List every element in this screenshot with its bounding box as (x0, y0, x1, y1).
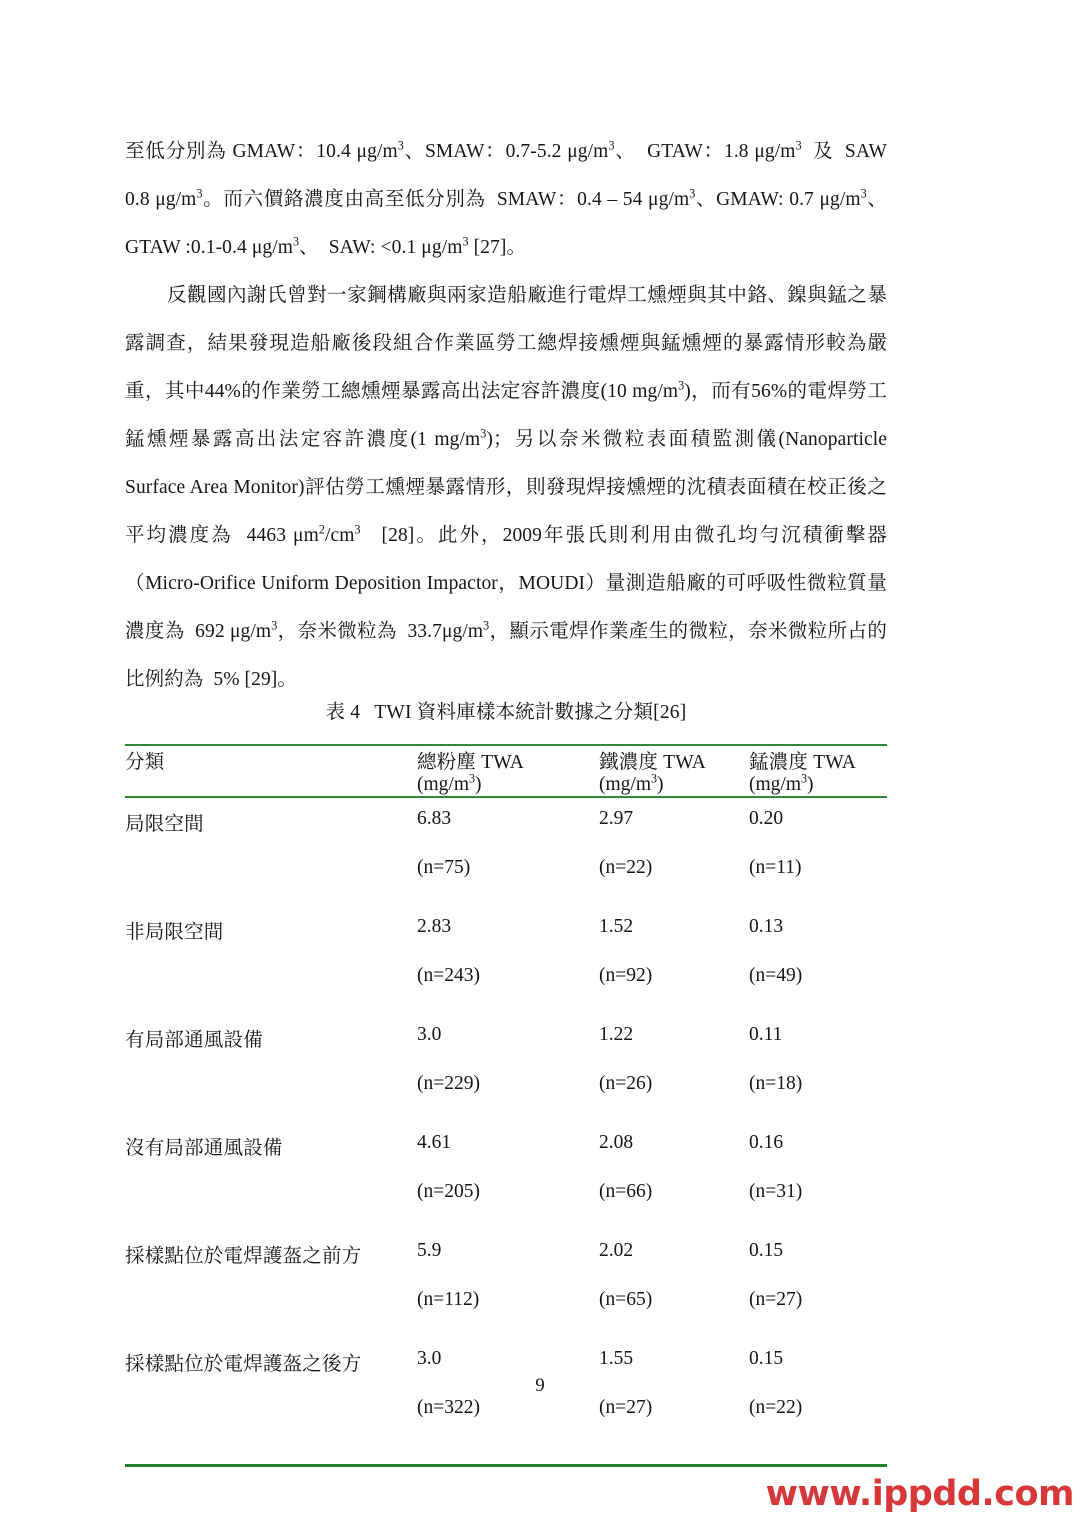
rule-cell (417, 1466, 599, 1468)
superscript-3: 3 (397, 138, 404, 153)
row-label: 局限空間 (125, 814, 204, 835)
cell-iron: 1.55 (599, 1348, 634, 1369)
table-row (125, 1014, 887, 1073)
table-row-n (125, 1397, 887, 1446)
superscript-3: 3 (293, 234, 300, 249)
superscript-3: 3 (608, 138, 615, 153)
para-run: 及 SAW 0.8 μg/m (125, 141, 888, 210)
cell-total-dust-n: (n=229) (417, 1073, 480, 1094)
table-row-n (125, 1289, 887, 1338)
superscript-3: 3 (354, 522, 361, 537)
row-label-blank (125, 1073, 417, 1122)
para-run: [28]。此外，2009年張氏則利用由微孔均勻沉積衝擊器（Micro-Orifice Uniform Deposition Impactor，MOUDI）量測造船廠的可呼吸性微粒質量濃度為 692 μg/m (125, 525, 887, 642)
row-label-blank (125, 1397, 417, 1446)
superscript-3: 3 (689, 186, 696, 201)
cell-manganese: 0.15 (749, 1348, 784, 1369)
cell-total-dust: 4.61 (417, 1132, 452, 1153)
para-run: 、GMAW: 0.7 μg/m (695, 189, 861, 210)
cell-manganese-n: (n=31) (749, 1181, 803, 1202)
cell-manganese-n: (n=27) (749, 1289, 803, 1310)
para-run: )；另以奈米微粒表面積監測儀(Nanoparticle Surface Area Monitor)評估勞工燻煙暴露情形，則發現焊接燻煙的沈積表面積在校正後之平均濃度為 4463 μm (125, 429, 888, 546)
cell-manganese: 0.13 (749, 916, 784, 937)
cell-iron-n: (n=92) (599, 965, 653, 986)
unit-text: (mg/m (749, 774, 801, 795)
row-label: 非局限空間 (125, 922, 224, 943)
para-run: ，奈米微粒為 33.7μg/m (277, 621, 484, 642)
para-run: 。而六價鉻濃度由高至低分別為 SMAW：0.4 – 54 μg/m (202, 189, 690, 210)
cell-total-dust: 5.9 (417, 1240, 442, 1261)
spacer-cell (125, 1446, 417, 1466)
cell-iron-n: (n=27) (599, 1397, 653, 1418)
header-manganese-unit (749, 771, 887, 797)
rule-cell (599, 1466, 749, 1468)
cell-total-dust-n: (n=75) (417, 857, 471, 878)
table-row (125, 1230, 887, 1289)
superscript-3: 3 (196, 186, 203, 201)
table-row (125, 1122, 887, 1181)
para-run: 、SMAW：0.7-5.2 μg/m (403, 141, 609, 162)
cell-manganese: 0.11 (749, 1024, 783, 1045)
unit-close: ) (807, 774, 814, 795)
superscript-3: 3 (678, 378, 685, 393)
table-caption-prefix: 表 4 (325, 702, 361, 723)
cell-iron-n: (n=22) (599, 857, 653, 878)
cell-total-dust-n: (n=205) (417, 1181, 480, 1202)
para-run: [27]。 (468, 237, 527, 258)
header-iron: 鐵濃度 TWA (599, 752, 707, 773)
table-row-n (125, 965, 887, 1014)
paragraph-concentrations (125, 128, 887, 272)
superscript-3: 3 (271, 618, 278, 633)
table-bottom-spacer (125, 1446, 887, 1466)
cell-manganese-n: (n=49) (749, 965, 803, 986)
cell-total-dust: 6.83 (417, 808, 452, 829)
para-run: 至低分別為 GMAW：10.4 μg/m (125, 141, 398, 162)
page-number: 9 (535, 1375, 545, 1396)
unit-close: ) (475, 774, 482, 795)
rule-cell (749, 1466, 887, 1468)
header-category-unit (125, 774, 417, 797)
unit-text: (mg/m (417, 774, 469, 795)
table-caption-text: TWI 資料庫樣本統計數據之分類[26] (374, 702, 687, 723)
para-run: 、 SAW: <0.1 μg/m (299, 237, 463, 258)
superscript-2: 2 (318, 522, 325, 537)
cell-iron: 1.22 (599, 1024, 634, 1045)
paragraph-domestic-study (125, 272, 887, 704)
cell-iron-n: (n=26) (599, 1073, 653, 1094)
cell-total-dust: 3.0 (417, 1348, 442, 1369)
table-row-n (125, 1073, 887, 1122)
header-iron-unit (599, 771, 749, 797)
spacer-cell (749, 1446, 887, 1466)
spacer-cell (417, 1446, 599, 1466)
table-header-row-2 (125, 774, 887, 797)
cell-iron-n: (n=66) (599, 1181, 653, 1202)
row-label-blank (125, 857, 417, 906)
cell-iron: 2.02 (599, 1240, 634, 1261)
para-run: )，而有56%的電焊勞工錳燻煙暴露高出法定容許濃度(1 mg/m (125, 381, 888, 450)
superscript-3: 3 (801, 771, 808, 786)
cell-total-dust-n: (n=112) (417, 1289, 480, 1310)
row-label-blank (125, 1181, 417, 1230)
body-text-region (125, 128, 887, 704)
row-label: 沒有局部通風設備 (125, 1138, 283, 1159)
para-run: 、GTAW :0.1-0.4 μg/m (125, 189, 887, 258)
table-caption (125, 698, 887, 728)
superscript-3: 3 (795, 138, 802, 153)
cell-total-dust: 2.83 (417, 916, 452, 937)
row-label-blank (125, 1289, 417, 1338)
cell-total-dust-n: (n=322) (417, 1397, 480, 1418)
superscript-3: 3 (860, 186, 867, 201)
row-label: 採樣點位於電焊護盔之後方 (125, 1354, 362, 1375)
cell-iron: 1.52 (599, 916, 634, 937)
row-label: 有局部通風設備 (125, 1030, 263, 1051)
cell-manganese: 0.15 (749, 1240, 784, 1261)
cell-total-dust: 3.0 (417, 1024, 442, 1045)
para-run: 、 GTAW：1.8 μg/m (614, 141, 796, 162)
table-rule-bottom (125, 1466, 887, 1468)
superscript-3: 3 (480, 426, 487, 441)
header-manganese: 錳濃度 TWA (749, 752, 857, 773)
cell-manganese-n: (n=18) (749, 1073, 803, 1094)
cell-total-dust-n: (n=243) (417, 965, 480, 986)
unit-close: ) (657, 774, 664, 795)
cell-iron: 2.97 (599, 808, 634, 829)
rule-cell (125, 1466, 417, 1468)
table-row (125, 798, 887, 857)
header-total-dust-unit (417, 771, 599, 797)
cell-manganese: 0.20 (749, 808, 784, 829)
unit-text: (mg/m (599, 774, 651, 795)
cell-manganese-n: (n=11) (749, 857, 802, 878)
table-4-block (125, 698, 887, 1467)
row-label-blank (125, 965, 417, 1014)
table-row-n (125, 1181, 887, 1230)
superscript-3: 3 (462, 234, 469, 249)
para-run: /cm (325, 525, 355, 546)
table-twi-statistics (125, 744, 887, 1467)
cell-iron: 2.08 (599, 1132, 634, 1153)
superscript-3: 3 (651, 771, 658, 786)
table-row-n (125, 857, 887, 906)
para-run: ，顯示電焊作業產生的微粒，奈米微粒所占的比例約為 5% [29]。 (125, 621, 888, 690)
spacer-cell (599, 1446, 749, 1466)
watermark-ippdd: www.ippdd.com (765, 1474, 1074, 1514)
header-total-dust: 總粉塵 TWA (417, 752, 525, 773)
table-header-row-1 (125, 746, 887, 774)
para-run: 反觀國內謝氏曾對一家鋼構廠與兩家造船廠進行電焊工燻煙與其中鉻、鎳與錳之暴露調查，結果發現造船廠後段組合作業區勞工總焊接燻煙與錳燻煙的暴露情形較為嚴重，其中44%的作業勞工總燻煙暴露高出法定容許濃度(10 mg/m (125, 285, 887, 402)
row-label: 採樣點位於電焊護盔之前方 (125, 1246, 362, 1267)
header-category: 分類 (125, 752, 165, 773)
table-row (125, 906, 887, 965)
superscript-3: 3 (483, 618, 490, 633)
superscript-3: 3 (469, 771, 476, 786)
cell-manganese: 0.16 (749, 1132, 784, 1153)
cell-manganese-n: (n=22) (749, 1397, 803, 1418)
cell-iron-n: (n=65) (599, 1289, 653, 1310)
